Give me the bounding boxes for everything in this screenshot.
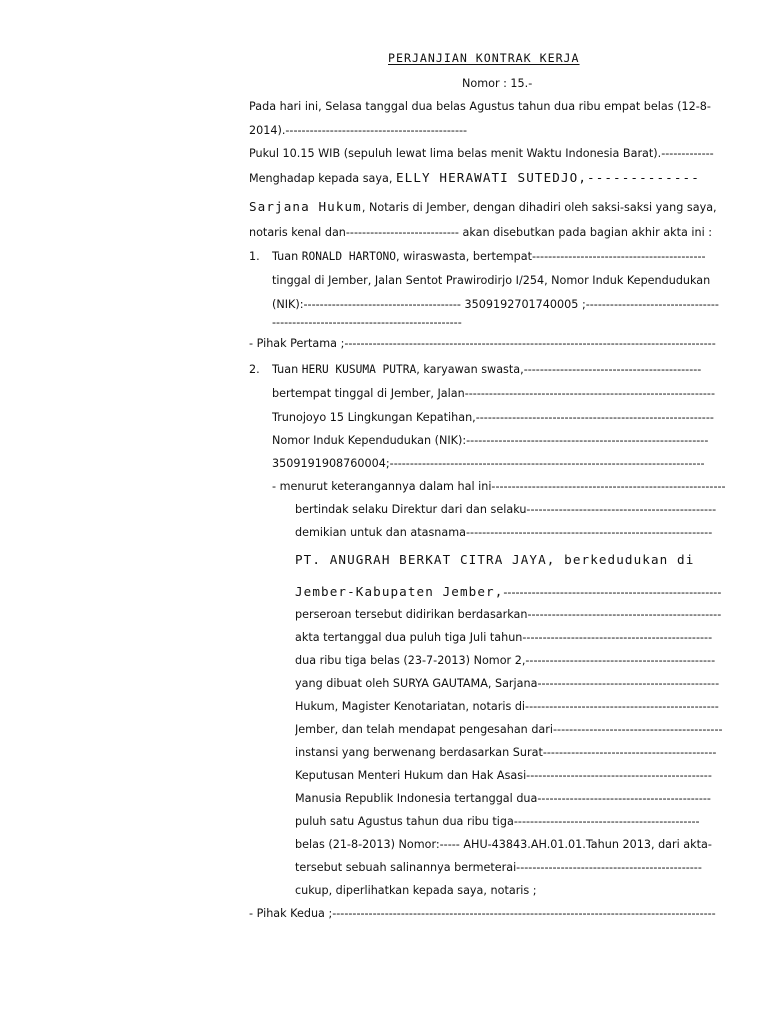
paragraph-date-line1: Pada hari ini, Selasa tanggal dua belas Agustus tahun dua ribu empat belas (12-8-	[249, 100, 711, 113]
sub-line-14: tersebut sebuah salinannya bermeterai----------------------------------------------	[295, 861, 702, 874]
paragraph-appear	[249, 170, 735, 187]
item-1-line3: (NIK):--------------------------------------- 3509192701740005 ;---------------------------------	[272, 298, 719, 311]
sub-line-6: yang dibuat oleh SURYA GAUTAMA, Sarjana---------------------------------------------	[295, 677, 720, 690]
paragraph-witness: notaris kenal dan---------------------------- akan disebutkan pada bagian akhir akta ini :	[249, 226, 712, 239]
sub-line-8: Jember, dan telah mendapat pengesahan dari------------------------------------------	[295, 723, 723, 736]
item-2-prefix: Tuan	[272, 363, 302, 376]
sub-line-12: puluh satu Agustus tahun dua ribu tiga----------------------------------------------	[295, 815, 700, 828]
appear-text: Menghadap kepada saya,	[249, 172, 396, 185]
pihak-pertama: - Pihak Pertama ;--------------------------------------------------------------------------------------------	[249, 337, 716, 350]
sub-line-13: belas (21-8-2013) Nomor:----- AHU-43843.AH.01.01.Tahun 2013, dari akta-	[295, 838, 712, 851]
document-number: Nomor : 15.-	[462, 77, 533, 90]
item-2-line2: bertempat tinggal di Jember, Jalan--------------------------------------------------------------	[272, 387, 715, 400]
company-location: Jember-Kabupaten Jember,	[295, 584, 504, 599]
company-name-line2	[295, 584, 735, 601]
pihak-kedua: - Pihak Kedua ;-----------------------------------------------------------------------------------------------	[249, 907, 716, 920]
sub-line-10: Keputusan Menteri Hukum dan Hak Asasi----------------------------------------------	[295, 769, 712, 782]
sub-line-3: perseroan tersebut didirikan berdasarkan------------------------------------------------	[295, 608, 722, 621]
item-1-rest: , wiraswasta, bertempat-------------------------------------------	[396, 250, 706, 263]
item-2-rest: , karyawan swasta,--------------------------------------------	[416, 363, 702, 376]
sub-line-1: bertindak selaku Direktur dari dan selaku-----------------------------------------------	[295, 503, 717, 516]
sub-line-15: cukup, diperlihatkan kepada saya, notaris ;	[295, 884, 537, 897]
sub-line-7: Hukum, Magister Kenotariatan, notaris di------------------------------------------------	[295, 700, 719, 713]
item-2-line5: 3509191908760004;------------------------------------------------------------------------------	[272, 457, 705, 470]
sub-line-9: instansi yang berwenang berdasarkan Surat-------------------------------------------	[295, 746, 717, 759]
item-2-line3: Trunojoyo 15 Lingkungan Kepatihan,-----------------------------------------------------------	[272, 411, 714, 424]
sub-line-4: akta tertanggal dua puluh tiga Juli tahun-----------------------------------------------	[295, 631, 713, 644]
document-title: PERJANJIAN KONTRAK KERJA	[388, 51, 580, 65]
item-1-number: 1.	[249, 250, 260, 263]
sub-line-2: demikian untuk dan atasnama-------------------------------------------------------------	[295, 526, 713, 539]
notary-text: , Notaris di Jember, dengan dihadiri oleh saksi-saksi yang saya,	[361, 201, 717, 214]
item-1-line4: -----------------------------------------------	[272, 316, 462, 329]
notary-name: ELLY HERAWATI SUTEDJO,-------------	[396, 170, 700, 185]
sub-line-11: Manusia Republik Indonesia tertanggal dua-------------------------------------------	[295, 792, 711, 805]
item-1-prefix: Tuan	[272, 250, 302, 263]
paragraph-time: Pukul 10.15 WIB (sepuluh lewat lima belas menit Waktu Indonesia Barat).-------------	[249, 147, 714, 160]
paragraph-date-line2: 2014).---------------------------------------------	[249, 124, 468, 137]
item-2-line6: - menurut keterangannya dalam hal ini----------------------------------------------------------	[272, 480, 726, 493]
notary-title: Sarjana Hukum	[249, 199, 362, 214]
item-2-line4: Nomor Induk Kependudukan (NIK):------------------------------------------------------------	[272, 434, 709, 447]
item-1-line1	[272, 249, 735, 266]
company-location-dash: ------------------------------------------------------	[503, 586, 722, 599]
sub-line-5: dua ribu tiga belas (23-7-2013) Nomor 2,-----------------------------------------------	[295, 654, 716, 667]
item-2-number: 2.	[249, 363, 260, 376]
party-1-name: RONALD HARTONO	[301, 250, 397, 263]
company-name-line1: PT. ANUGRAH BERKAT CITRA JAYA, berkedudukan di	[295, 552, 695, 567]
item-2-line1	[272, 362, 735, 379]
item-1-line2: tinggal di Jember, Jalan Sentot Prawirodirjo I/254, Nomor Induk Kependudukan	[272, 274, 711, 287]
party-2-name: HERU KUSUMA PUTRA	[301, 363, 417, 376]
paragraph-notary	[249, 199, 735, 216]
